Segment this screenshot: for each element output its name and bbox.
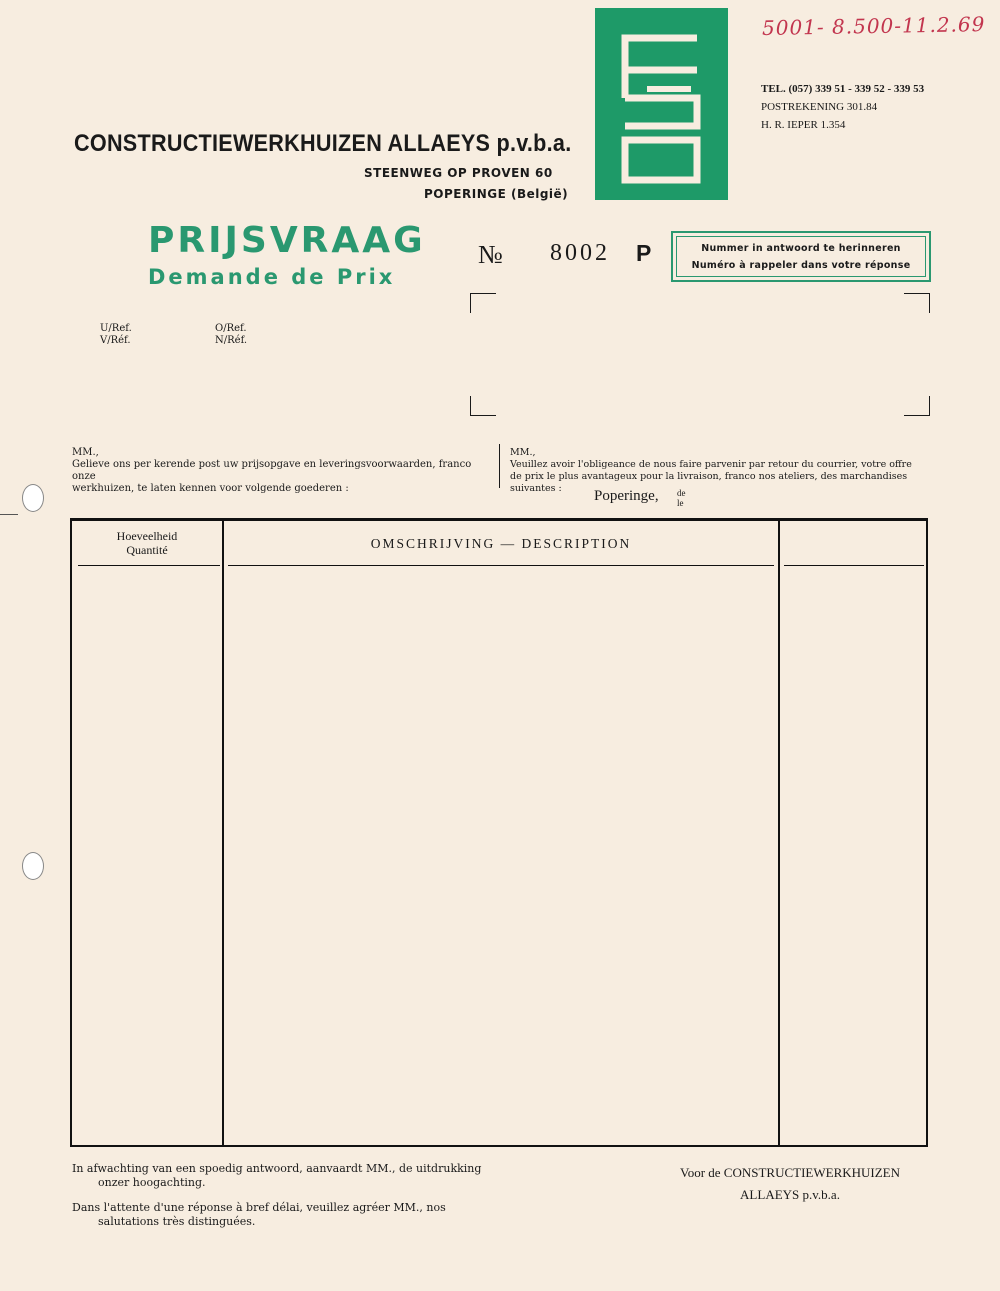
intro-divider: [499, 444, 500, 488]
refbox-line-fr: Numéro à rappeler dans votre réponse: [691, 260, 911, 271]
uref-label: U/Ref.: [100, 323, 132, 334]
table-col-divider-2: [778, 521, 780, 1145]
place-city: Poperinge,: [594, 488, 659, 504]
doc-number-suffix: P: [636, 240, 652, 266]
intro-fr-line3: suivantes :: [510, 483, 562, 494]
col-quantity-header: [72, 529, 222, 557]
company-name: CONSTRUCTIEWERKHUIZEN ALLAEYS p.v.b.a.: [74, 130, 572, 157]
table-header-rule-1: [78, 565, 220, 566]
doc-title-fr: Demande de Prix: [148, 265, 396, 289]
company-street: STEENWEG OP PROVEN 60: [364, 166, 553, 180]
signature-line2: ALLAEYS p.v.b.a.: [740, 1187, 840, 1202]
col-quantity-label-fr: Quantité: [126, 543, 168, 557]
oref-label: O/Ref.: [215, 323, 247, 334]
place-date-labels: [677, 488, 686, 508]
footer-nl: [72, 1162, 532, 1190]
footer-nl-line1: In afwachting van een spoedig antwoord, aanvaardt MM., de uitdrukking: [72, 1162, 482, 1175]
address-corner-top-left: [470, 293, 496, 313]
intro-text-fr: [510, 447, 930, 495]
contact-block: [761, 80, 924, 134]
intro-fr-line2: de prix le plus avantageux pour la livraison, franco nos ateliers, des marchandises: [510, 471, 908, 482]
punch-hole-top: [22, 484, 44, 512]
fold-mark: [0, 514, 18, 515]
col-description-header: OMSCHRIJVING — DESCRIPTION: [370, 536, 632, 551]
address-corner-top-right: [904, 293, 930, 313]
table-col-divider-1: [222, 521, 224, 1145]
reference-labels-right: [215, 323, 247, 347]
company-logo-icon: [595, 8, 728, 200]
date-label-de: de: [677, 488, 686, 498]
col-quantity-label-nl: Hoeveelheid: [116, 529, 178, 543]
intro-fr-line1: Veuillez avoir l'obligeance de nous faire parvenir par retour du courrier, votre offre: [510, 459, 912, 470]
doc-number: 8002: [550, 240, 610, 266]
intro-text-nl: [72, 447, 492, 495]
handwritten-annotation: 5001- 8.500-11.2.69: [761, 12, 986, 40]
table-header-rule-2: [228, 565, 774, 566]
reference-reminder-box: [671, 231, 931, 282]
refbox-line-nl: Nummer in antwoord te herinneren: [701, 243, 901, 254]
number-symbol: №: [478, 240, 503, 269]
company-city: POPERINGE (België): [424, 187, 569, 201]
items-table: [70, 518, 928, 1147]
address-corner-bottom-right: [904, 396, 930, 416]
footer-fr-line2: salutations très distinguées.: [98, 1215, 256, 1228]
table-header-rule-3: [784, 565, 924, 566]
contact-hr: H. R. IEPER 1.354: [761, 119, 846, 131]
reference-labels-left: [100, 323, 132, 347]
intro-fr-salutation: MM.,: [510, 447, 536, 458]
vref-label: V/Réf.: [100, 335, 131, 346]
footer-nl-line2: onzer hoogachting.: [98, 1176, 206, 1189]
signature-line1: Voor de CONSTRUCTIEWERKHUIZEN: [679, 1165, 901, 1180]
address-corner-bottom-left: [470, 396, 496, 416]
contact-postrekening: POSTREKENING 301.84: [761, 101, 878, 113]
intro-nl-line1: Gelieve ons per kerende post uw prijsopgave en leveringsvoorwaarden, franco onze: [72, 459, 472, 482]
intro-nl-line2: werkhuizen, te laten kennen voor volgende goederen :: [72, 483, 349, 494]
intro-nl-salutation: MM.,: [72, 447, 99, 458]
contact-tel: TEL. (057) 339 51 - 339 52 - 339 53: [761, 83, 925, 95]
punch-hole-bottom: [22, 852, 44, 880]
date-label-le: le: [677, 498, 684, 508]
footer-fr-line1: Dans l'attente d'une réponse à bref délai, veuillez agréer MM., nos: [72, 1201, 446, 1214]
nref-label: N/Réf.: [215, 335, 248, 346]
signature-block: [640, 1162, 940, 1206]
footer-fr: [72, 1201, 532, 1229]
doc-title-nl: PRIJSVRAAG: [148, 220, 426, 261]
